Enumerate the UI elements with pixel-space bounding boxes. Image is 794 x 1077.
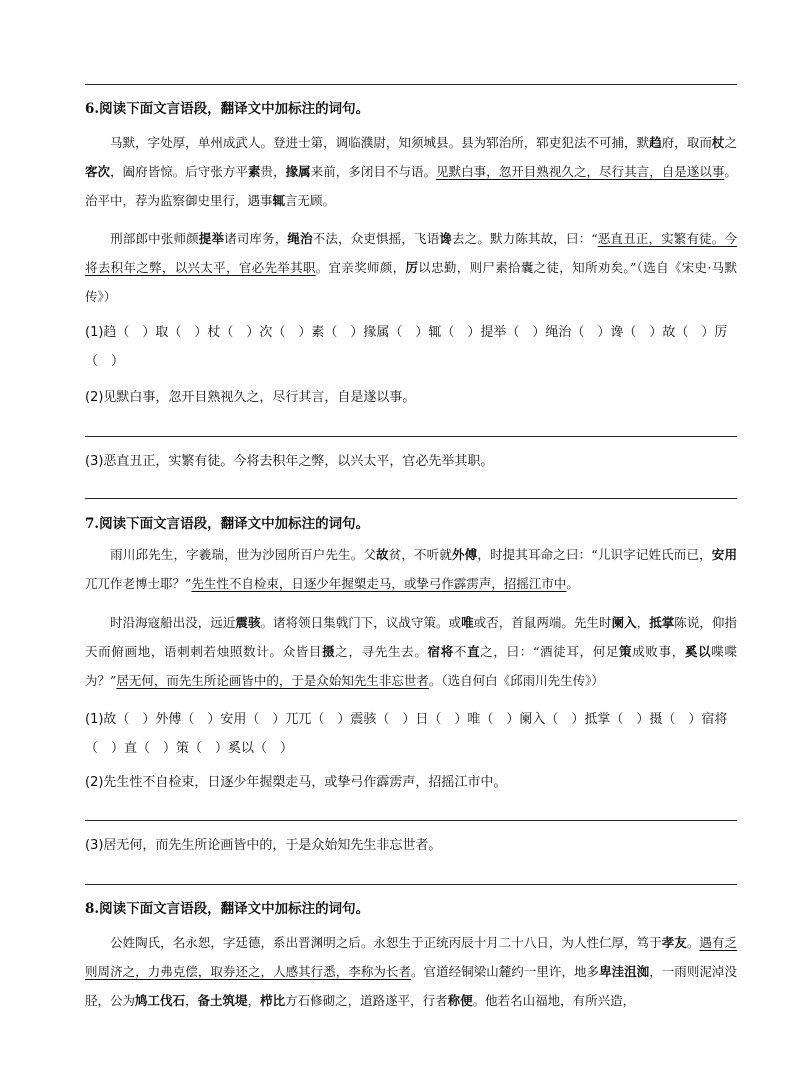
passage-text: 。 [686,935,700,950]
marked-word: 抵掌 [649,615,675,630]
passage-text: 兀兀作老博士耶？” [85,576,192,591]
passage-text: 贵， [260,164,286,179]
passage-text: 。官道经铜梁山麓约一里许，地多 [411,964,600,979]
passage-text: 去之。默力陈其故，曰：“ [452,231,598,246]
marked-word: 备土筑堤 [197,993,248,1008]
passage-text: 时沿海寇船出没，远近 [110,615,236,630]
marked-word: 谗 [439,231,453,246]
q7-subquestion-1: (1)故（ ）外傅（ ）安用（ ）兀兀（ ）震骇（ ）日（ ）唯（ ）阑入（ ）抵掌（ ）摄（ ）宿将（ ）直（ ）策（ ）奚以（ ） [85,712,728,756]
marked-word: 孝友 [661,935,687,950]
marked-word: 阑入 [611,615,637,630]
passage-text: 贫，不听就 [388,547,453,562]
passage-text: 成败事， [632,644,685,659]
passage-text: 。治平中，荐为监察御史里行，遇事 [85,164,737,208]
passage-text: 喋喋为？” [85,644,737,688]
passage-text: 之，寻先生去。 [335,644,428,659]
marked-word: 安用 [711,547,737,562]
marked-word: 杖 [711,135,725,150]
passage-text: 。诸将领日集戟门下，议战守策。或 [260,615,462,630]
marked-sentence: 恶直丑正，实繁有徒。今将去积年之弊，以兴太平，官必先举其职 [85,231,737,275]
passage-text: 不 [453,644,468,659]
passage-text: 。他若名山福地，有所兴造， [472,993,636,1008]
q6-subquestion-2: (2)见默白事，忽开目熟视久之，尽行其言，自是遂以事。 [85,390,416,405]
passage-text: 不法，众吏惧摇，飞语 [312,231,440,246]
marked-word: 掾属 [285,164,311,179]
marked-word: 提举 [198,231,225,246]
passage-text: ， [185,993,198,1008]
answer-line [85,884,737,885]
passage-text: ，阖府皆惊。后守张方平 [110,164,248,179]
passage-text: 公姓陶氏，名永恕，字廷德，系出晋渊明之后。永恕生于正统丙辰十月二十八日，为人性仁厚，笃于 [110,935,662,950]
source-citation: （选自《宋史·马默传》） [85,260,737,304]
q6-subquestion-3: (3)恶直丑正，实繁有徒。今将去积年之弊，以兴太平，官必先举其职。 [85,454,494,469]
marked-word: 外傅 [452,547,478,562]
marked-word: 栉比 [260,993,286,1008]
passage-text: 之，曰：“酒徒耳，何足 [480,644,620,659]
marked-word: 厉 [405,260,419,275]
q6-passage-p2 [85,224,737,311]
marked-sentence: 遇有乏则周济之，力弗克偿，取券还之，人感其行悉，李称为长者 [85,935,737,979]
passage-text: ， [247,993,261,1008]
marked-word: 称便 [447,993,473,1008]
passage-text: 言无顾。 [285,193,336,208]
divider [85,84,737,85]
passage-text: 雨川邱先生，字羲瑞，世为沙园所百户先生。父 [110,547,377,562]
passage-text: 陈说，仰指天而俯画地，语刺刺若烛照数计。众皆目 [85,615,737,659]
marked-word: 素 [247,164,261,179]
q7-subquestion-2: (2)先生性不自检束，日逐少年握槊走马，或挚弓作霹雳声，招摇江市中。 [85,775,507,790]
answer-line [85,498,737,499]
passage-text: ， [636,615,650,630]
passage-text: 诸司库务， [224,231,288,246]
marked-sentence: 先生性不自检束，日逐少年握槊走马，或挚弓作霹雳声，招摇江市中 [191,576,567,591]
marked-word: 直 [467,644,481,659]
passage-text: 或否，首鼠两端。先生时 [473,615,612,630]
marked-word: 奚以 [684,644,712,659]
marked-word: 唯 [461,615,474,630]
passage-text: 来前，多闭目不与语。 [310,164,437,179]
passage-text: 刑部郎中张师颜 [110,231,199,246]
marked-word: 趋 [649,135,662,150]
passage-text: 。 [428,673,442,688]
passage-text: 以忠勤，则尸素拾囊之徒，知所劝矣。” [418,260,637,275]
passage-text: 之 [724,135,737,150]
q6-subquestion-1: (1)趋（ ）取（ ）杖（ ）次（ ）素（ ）掾属（ ）辄（ ）提举（ ）绳治（ ）谗（ ）故（ ）厉（ ） [85,325,728,369]
q7-title: 7.阅读下面文言语段，翻译文中加标注的词句。 [85,516,370,532]
marked-sentence: 居无何，而先生所论画皆中的，于是众始知先生非忘世者 [116,673,429,688]
passage-text: 府，取而 [661,135,712,150]
passage-text: 方石修砌之，道路遂平，行者 [285,993,448,1008]
passage-text: 。 [566,576,579,591]
q7-passage-p2 [85,608,737,695]
marked-word: 绳治 [287,231,313,246]
passage-text: 。宜亲奖师颜， [315,260,406,275]
marked-word: 辄 [272,193,286,208]
passage-text: 马默，字处厚，单州成武人。登进士第，调临濮尉，知须城县。县为郓治所，郓吏犯法不可捕，默 [110,135,650,150]
q6-title: 6.阅读下面文言语段，翻译文中加标注的词句。 [85,101,370,117]
q6-passage-p1 [85,128,737,215]
q7-subquestion-3: (3)居无何，而先生所论画皆中的，于是众始知先生非忘世者。 [85,838,442,853]
marked-sentence: 见默白事，忽开目熟视久之，尽行其言，自是遂以事 [436,164,725,179]
q7-passage-p1 [85,540,737,598]
q8-passage-p1 [85,928,737,1015]
answer-line [85,820,737,821]
passage-text: ，时提其耳命之曰：“儿识字记姓氏而已， [477,547,712,562]
q8-title: 8.阅读下面文言语段，翻译文中加标注的词句。 [85,901,370,917]
marked-word: 宿将 [427,644,454,659]
marked-word: 故 [376,547,389,562]
marked-word: 客次 [85,164,111,179]
marked-word: 策 [619,644,633,659]
marked-word: 卑洼沮洳 [599,964,650,979]
passage-text: ，一雨则泥淖没胫，公为 [85,964,737,1008]
answer-line [85,436,737,437]
source-citation: （选自何白《邱雨川先生传》） [441,673,604,688]
marked-word: 震骇 [235,615,261,630]
document-page [85,0,737,1077]
marked-word: 摄 [322,644,336,659]
marked-word: 鸠工伐石 [135,993,186,1008]
